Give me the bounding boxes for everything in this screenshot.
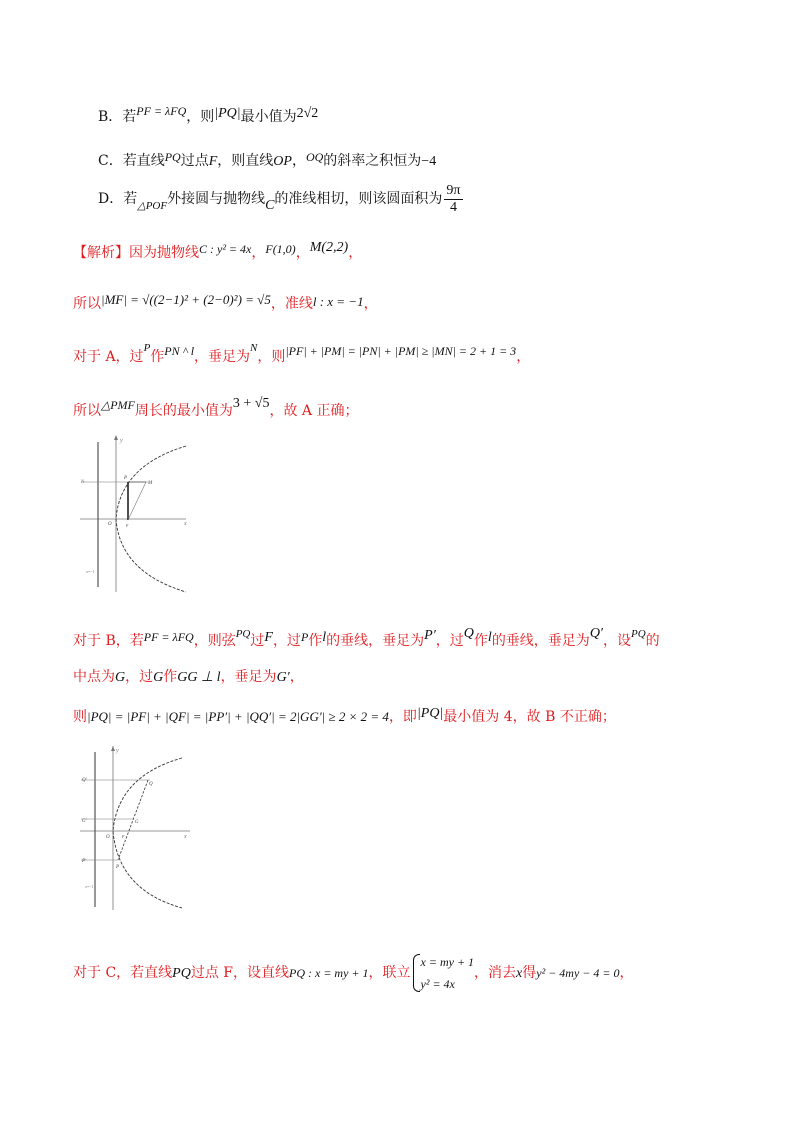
figure-1-y-label: y: [120, 438, 123, 444]
figure-2-directrix-label: x=−1: [85, 884, 94, 889]
solution-l5-text: 对于 B，若: [73, 633, 144, 649]
option-d-denominator: 4: [449, 199, 457, 215]
option-c-then: ，则直线: [217, 153, 274, 169]
solution-l3-text3: ，垂足为: [194, 349, 251, 365]
solution-l4-value: 3 + √5: [232, 396, 270, 411]
solution-l6-gprime: G′: [276, 670, 290, 685]
solution-l6-perp: GG ⊥ l: [177, 670, 221, 685]
figure-2-f-label: F: [122, 834, 125, 839]
solution-l8-text4: ，消去: [474, 965, 517, 981]
solution-l7-text: 则: [73, 709, 87, 725]
figure-2-o-label: O: [106, 835, 110, 840]
solution-line-7: [73, 706, 616, 726]
figure-1-parabola: [78, 432, 198, 594]
solution-l8-pq: PQ: [172, 966, 191, 981]
figure-1-f-label: F: [126, 523, 129, 528]
solution-l5-f: F: [264, 630, 273, 645]
solution-l5-text7: ，过: [435, 633, 464, 649]
figure-1-m-label: M: [148, 481, 153, 486]
solution-line-5: [73, 626, 660, 650]
solution-line-8: [73, 948, 633, 998]
solution-l1-text: 因为抛物线: [129, 245, 199, 261]
solution-l5-text10: ，设: [603, 633, 631, 649]
solution-l1-focus: F(1,0): [265, 242, 296, 256]
solution-l4-text: 所以: [73, 403, 101, 419]
solution-l8-end: ，: [619, 965, 634, 981]
solution-l7-pq: |PQ|: [416, 706, 444, 721]
figure-2-pprime-label: P′: [82, 859, 87, 864]
solution-l5-vector-eq: PF = λFQ: [143, 630, 194, 644]
option-d-tail: 的准线相切，则该圆面积为: [274, 191, 443, 207]
solution-line-3: [73, 342, 530, 366]
solution-l8-line-eq: PQ : x = my + 1: [289, 966, 369, 980]
figure-2-y-label: y: [116, 748, 119, 754]
solution-l4-text3: ，故 A 正确；: [269, 403, 359, 419]
figure-1-x-label: x: [184, 521, 187, 527]
option-d: [98, 182, 465, 216]
option-b-tail: 最小值为: [240, 109, 297, 125]
solution-l5-l: l: [322, 630, 327, 645]
option-c: [98, 150, 436, 170]
option-c-pass: 过点: [180, 153, 209, 169]
solution-l8-system-row2: y² = 4x: [420, 977, 455, 991]
option-d-fraction: [444, 183, 462, 216]
solution-l1-end: ，: [348, 245, 363, 261]
solution-l2-text: 所以: [73, 296, 101, 312]
option-b-label: B．若: [98, 109, 137, 125]
option-b-target: |PQ|: [214, 106, 241, 121]
solution-l2-end: ，: [363, 296, 378, 312]
solution-l1-sep2: ，: [295, 245, 310, 261]
solution-l3-perp: PN ^ l: [164, 344, 195, 358]
solution-l5-text6: 的垂线，垂足为: [326, 633, 425, 649]
option-b-comma: ，则: [186, 109, 215, 125]
option-b: [98, 104, 318, 126]
solution-l5-text4: ，过: [272, 633, 301, 649]
figure-2-gprime-label: G′: [82, 819, 87, 824]
solution-l3-text: 对于 A，过: [73, 349, 144, 365]
option-c-sep: ，: [291, 153, 306, 169]
solution-l8-text5: 得: [522, 965, 537, 981]
option-c-oq: OQ: [305, 150, 324, 164]
solution-l5-q: Q: [463, 626, 474, 641]
solution-l8-text3: ，联立: [368, 965, 411, 981]
solution-l3-text4: ，则: [257, 349, 286, 365]
solution-l3-end: ，: [516, 349, 531, 365]
option-c-label: C．若直线: [98, 153, 165, 169]
solution-l3-n: N: [250, 342, 258, 354]
solution-line-4: [73, 396, 359, 420]
figure-2-g-label: G: [135, 820, 139, 825]
figure-2-x-label: x: [184, 834, 187, 840]
solution-l3-text2: 作: [150, 349, 165, 365]
solution-l8-system: [411, 951, 475, 995]
figure-2-chord-pq: [118, 780, 148, 860]
solution-l5-text8: 作: [473, 633, 488, 649]
solution-l6-g: G: [115, 670, 126, 685]
solution-l3-inequality: |PF| + |PM| = |PN| + |PM| ≥ |MN| = 2 + 1 = 3: [285, 344, 517, 358]
solution-l1-point-m: M(2,2): [309, 240, 349, 255]
solution-l6-text4: ，垂足为: [220, 669, 277, 685]
option-b-condition: PF = λFQ: [136, 104, 187, 118]
solution-line-1: [73, 240, 362, 262]
solution-l7-text3: 最小值为 4，故 B 不正确；: [443, 709, 616, 725]
solution-l7-equation: |PQ| = |PF| + |QF| = |PP′| + |QQ′| = 2|GG′| ≥ 2 × 2 = 4: [87, 709, 389, 724]
figure-1-p-label: P: [124, 476, 128, 481]
option-d-label: D．若: [98, 191, 138, 207]
solution-l5-pq2: PQ: [631, 628, 646, 640]
solution-l8-x: x: [516, 966, 523, 981]
solution-l8-text2: 过点 F，设直线: [190, 965, 290, 981]
solution-l4-text2: 周长的最小值为: [134, 403, 233, 419]
solution-l8-text: 对于 C，若直线: [73, 965, 173, 981]
solution-l5-qprime: Q′: [589, 626, 603, 641]
solution-l5-text11: 的: [645, 633, 660, 649]
option-c-point: F: [208, 154, 218, 169]
solution-l6-g2: G: [153, 670, 164, 685]
option-c-tail: 的斜率之积恒为: [323, 153, 422, 169]
solution-l5-pq: PQ: [235, 628, 251, 640]
figure-2-parabola: [78, 742, 200, 912]
figure-2-q-label: Q: [149, 782, 153, 787]
solution-l6-end: ，: [289, 669, 304, 685]
solution-l2-directrix: l : x = −1: [312, 294, 364, 309]
option-d-triangle: △POF: [137, 200, 168, 212]
solution-l8-quadratic: y² − 4my − 4 = 0: [536, 966, 620, 980]
solution-l5-text9: 的垂线，垂足为: [491, 633, 590, 649]
figure-1-directrix-label: x=−1: [86, 569, 95, 574]
figure-2-p-label: P: [116, 865, 120, 870]
option-c-op: OP: [273, 154, 292, 169]
figure-1-o-label: O: [108, 522, 112, 527]
figure-1-y-arrow: [114, 435, 118, 440]
solution-l6-text2: ，过: [125, 669, 154, 685]
solution-l5-pprime: P′: [424, 628, 436, 643]
solution-l2-text2: ，准线: [270, 296, 313, 312]
option-d-c: C: [265, 198, 275, 213]
solution-l1-sep1: ，: [251, 245, 266, 261]
option-b-value: 2√2: [296, 106, 319, 121]
solution-l5-text2: ，则弦: [193, 633, 236, 649]
figure-2-y-arrow: [111, 746, 115, 751]
solution-l7-text2: ，即: [388, 709, 417, 725]
solution-l6-text: 中点为: [73, 669, 115, 685]
solution-l6-text3: 作: [163, 669, 178, 685]
solution-l2-distance: |MF| = √((2−1)² + (2−0)²) = √5: [101, 292, 271, 307]
solution-line-2: [73, 292, 378, 313]
solution-l1-parabola: C : y² = 4x: [199, 242, 252, 256]
option-d-mid: 外接圆与抛物线: [167, 191, 266, 207]
solution-l5-text5: 作: [308, 633, 323, 649]
solution-l3-p: P: [143, 342, 151, 354]
solution-l5-text3: 过: [250, 633, 265, 649]
solution-l4-triangle: △PMF: [101, 398, 135, 412]
solution-tag: 【解析】: [73, 245, 129, 261]
solution-line-6: [73, 666, 304, 686]
figure-1-segment-fm: [128, 482, 146, 520]
figure-1-n-label: N: [81, 480, 85, 485]
figure-2-qprime-label: Q′: [82, 778, 87, 783]
solution-l5-l2: l: [487, 630, 492, 645]
option-c-line: PQ: [164, 150, 181, 164]
option-d-numerator: 9π: [446, 182, 461, 198]
option-c-value: −4: [421, 154, 437, 169]
solution-l8-system-row1: x = my + 1: [420, 955, 475, 969]
solution-l5-p: P: [300, 630, 309, 644]
